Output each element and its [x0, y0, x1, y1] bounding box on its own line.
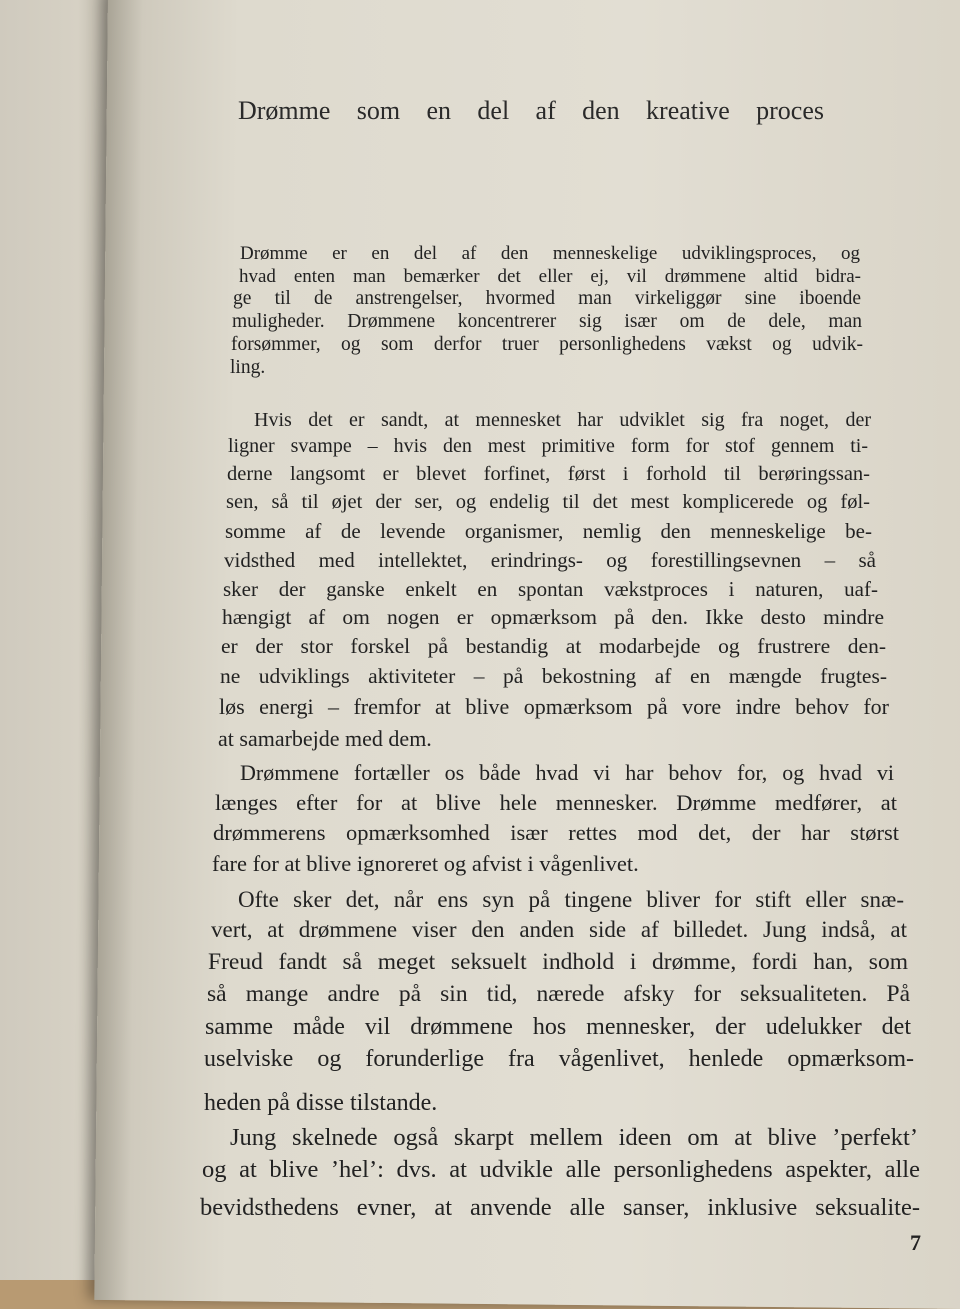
text-line: længes efter for at blive hele mennesker. Drømme medfører, at — [215, 790, 897, 815]
text-line: muligheder. Drømmene koncentrerer sig især om de dele, man — [232, 311, 862, 332]
text-line: sker der ganske enkelt en spontan vækstproces i naturen, uaf- — [223, 577, 878, 601]
text-line: forsømmer, og som derfor truer personlighedens vækst og udvik- — [231, 334, 863, 355]
text-line: Hvis det er sandt, at mennesket har udviklet sig fra noget, der — [254, 409, 871, 431]
text-line: Freud fandt så meget seksuelt indhold i drømme, fordi han, som — [208, 949, 908, 975]
chapter-title: Drømme som en del af den kreative proces — [238, 96, 824, 125]
text-line: hængigt af om nogen er opmærksom på den. Ikke desto mindre — [222, 605, 884, 629]
text-line: løs energi – fremfor at blive opmærksom på vore indre behov for — [219, 694, 889, 719]
text-line: ne udviklings aktiviteter – på bekostning af en mængde frugtes- — [220, 664, 887, 688]
text-line: er der stor forskel på bestandig at modarbejde og frustrere den- — [221, 634, 886, 658]
text-line: uselviske og forunderlige fra vågenlivet, henlede opmærksom- — [204, 1046, 914, 1072]
text-line: Drømmene fortæller os både hvad vi har behov for, og hvad vi — [240, 760, 894, 785]
text-line: Drømme er en del af den menneskelige udviklingsproces, og — [240, 243, 860, 264]
text-line: ligner svampe – hvis den mest primitive form for stof gennem ti- — [228, 435, 868, 457]
text-line: fare for at blive ignoreret og afvist i vågenlivet. — [212, 851, 639, 876]
page-number: 7 — [910, 1230, 921, 1255]
text-line: Jung skelnede også skarpt mellem ideen om at blive ’perfekt’ — [230, 1124, 918, 1151]
text-line: og at blive ’hel’: dvs. at udvikle alle personlighedens aspekter, alle — [202, 1156, 920, 1183]
text-line: vert, at drømmene viser den anden side af billedet. Jung indså, at — [211, 917, 907, 942]
text-line: samme måde vil drømmene hos mennesker, der udelukker det — [205, 1014, 911, 1040]
text-line: Ofte sker det, når ens syn på tingene bliver for stift eller snæ- — [238, 887, 904, 912]
text-line: vidsthed med intellektet, erindrings- og forestillingsevnen – så — [224, 548, 876, 572]
text-line: derne langsomt er blevet forfinet, først i forhold til berøringssan- — [227, 463, 870, 485]
text-line: somme af de levende organismer, nemlig den menneskelige be- — [225, 519, 872, 543]
text-line: sen, så til øjet der ser, og endelig til det mest komplicerede og føl- — [226, 491, 870, 513]
text-line: heden på disse tilstande. — [204, 1090, 438, 1116]
text-line: bevidsthedens evner, at anvende alle sanser, inklusive seksualite- — [200, 1194, 920, 1221]
text-line: at samarbejde med dem. — [218, 726, 432, 751]
text-line: ling. — [230, 357, 266, 378]
text-line: ge til de anstrengelser, hvormed man virkeliggør sine iboende — [233, 288, 861, 309]
text-line: drømmerens opmærksomhed især rettes mod det, der har størst — [213, 820, 899, 845]
text-line: så mange andre på sin tid, nærede afsky for seksualiteten. På — [207, 981, 910, 1007]
text-line: hvad enten man bemærker det eller ej, vil drømmene altid bidra- — [239, 266, 861, 287]
